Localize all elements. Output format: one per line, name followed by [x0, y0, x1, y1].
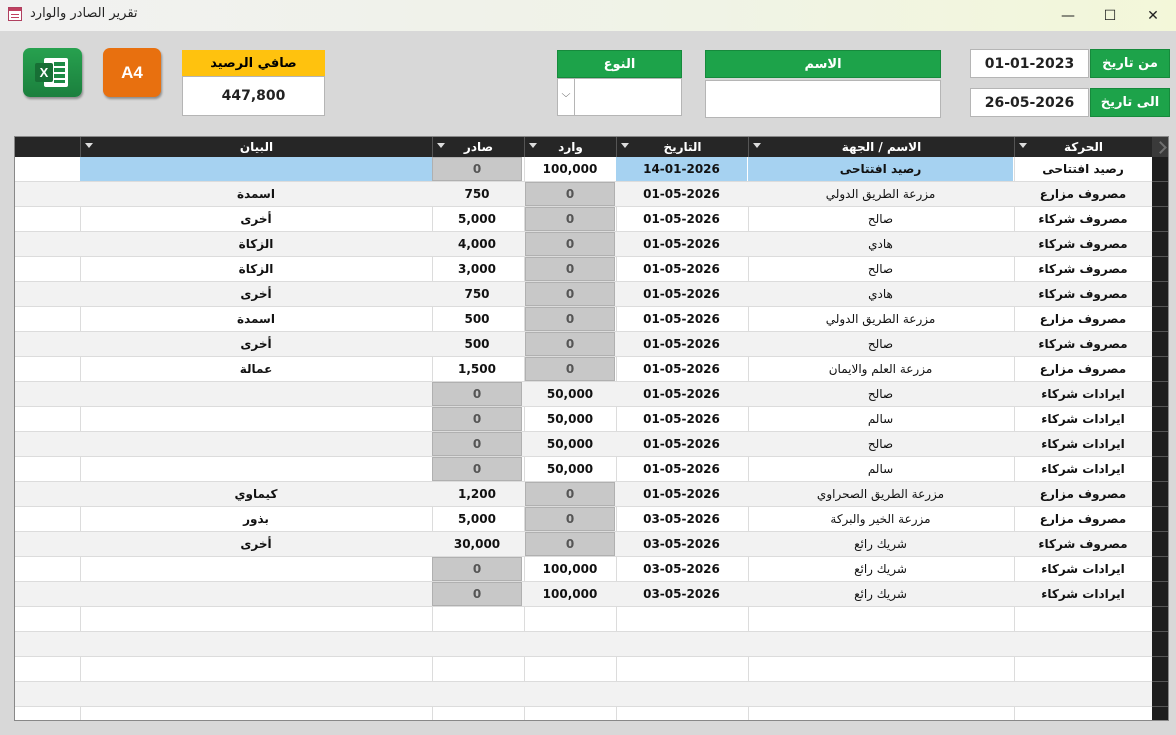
row-date-cell[interactable]: 03-05-2026	[643, 537, 720, 551]
row-out-cell[interactable]: 0	[432, 582, 522, 606]
selector-divider	[1152, 606, 1168, 607]
row-in-cell[interactable]: 0	[525, 182, 615, 206]
row-movement-cell[interactable]: ايرادات شركاء	[1041, 387, 1125, 401]
row-out-cell[interactable]: 1,200	[458, 487, 496, 501]
row-in-cell[interactable]: 0	[525, 257, 615, 281]
row-date-cell[interactable]: 01-05-2026	[643, 462, 720, 476]
selector-divider	[1152, 306, 1168, 307]
row-desc-cell[interactable]: الزكاة	[238, 262, 274, 276]
row-out-cell[interactable]: 0	[432, 432, 522, 456]
row-out-cell[interactable]: 3,000	[458, 262, 496, 276]
row-movement-cell[interactable]: ايرادات شركاء	[1041, 462, 1125, 476]
row-name-cell[interactable]: شريك رائع	[854, 587, 907, 601]
row-date-cell[interactable]: 01-05-2026	[643, 287, 720, 301]
selector-divider	[1152, 181, 1168, 182]
row-name-cell[interactable]: صالح	[867, 387, 894, 401]
row-name-cell[interactable]: مزرعة الطريق الصحراوي	[816, 487, 945, 501]
row-movement-cell[interactable]: مصروف شركاء	[1038, 337, 1128, 351]
table-row[interactable]	[15, 682, 1152, 707]
selector-divider	[1152, 256, 1168, 257]
row-out-cell[interactable]: 0	[432, 382, 522, 406]
row-desc-cell[interactable]	[80, 557, 432, 581]
row-name-cell[interactable]: صالح	[867, 437, 894, 451]
grid-header	[15, 137, 1168, 157]
selector-divider	[1152, 356, 1168, 357]
table-row[interactable]	[15, 182, 1152, 207]
row-date-cell[interactable]: 01-05-2026	[643, 337, 720, 351]
sort-arrow-icon[interactable]	[1019, 143, 1027, 148]
selector-divider	[1152, 456, 1168, 457]
selector-divider	[1152, 331, 1168, 332]
row-out-cell[interactable]: 0	[432, 557, 522, 581]
sort-arrow-icon[interactable]	[753, 143, 761, 148]
row-movement-cell[interactable]: مصروف مزارع	[1039, 362, 1127, 376]
row-name-cell[interactable]: مزرعة الطريق الدولي	[825, 187, 936, 201]
row-in-cell[interactable]: 50,000	[546, 387, 594, 401]
row-in-cell[interactable]: 0	[525, 232, 615, 256]
row-movement-cell[interactable]: رصيد افتتاحى	[1042, 162, 1124, 176]
table-row[interactable]	[15, 357, 1152, 382]
table-row[interactable]	[15, 282, 1152, 307]
type-label: النوع	[557, 50, 682, 78]
row-name-cell[interactable]: مزرعة الطريق الدولي	[825, 312, 936, 326]
selector-divider	[1152, 431, 1168, 432]
record-selector-column[interactable]	[1152, 157, 1168, 720]
row-movement-cell[interactable]: مصروف مزارع	[1039, 187, 1127, 201]
chevron-down-icon[interactable]: ﹀	[558, 79, 575, 115]
row-desc-cell[interactable]: أخرى	[240, 287, 272, 301]
row-out-cell[interactable]: 0	[432, 157, 522, 181]
selector-divider	[1152, 556, 1168, 557]
row-date-cell[interactable]: 03-05-2026	[643, 512, 720, 526]
row-in-cell[interactable]: 0	[525, 482, 615, 506]
sort-arrow-icon[interactable]	[529, 143, 537, 148]
window-title: تقرير الصادر والوارد	[30, 6, 138, 21]
title-bar	[0, 0, 1176, 31]
row-date-cell[interactable]: 01-05-2026	[643, 362, 720, 376]
row-desc-cell[interactable]	[80, 432, 432, 456]
row-desc-cell[interactable]: أخرى	[240, 337, 272, 351]
row-desc-cell[interactable]: أخرى	[240, 537, 272, 551]
row-date-cell[interactable]: 01-05-2026	[643, 237, 720, 251]
row-out-cell[interactable]: 0	[432, 407, 522, 431]
selector-divider	[1152, 506, 1168, 507]
table-row[interactable]	[15, 507, 1152, 532]
sort-arrow-icon[interactable]	[85, 143, 93, 148]
row-out-cell[interactable]: 0	[432, 457, 522, 481]
header-empty	[15, 137, 80, 157]
row-date-cell[interactable]: 03-05-2026	[643, 587, 720, 601]
row-name-cell[interactable]: هادي	[868, 287, 893, 301]
selector-divider	[1152, 706, 1168, 707]
row-movement-cell[interactable]: مصروف مزارع	[1039, 312, 1127, 326]
transactions-grid[interactable]	[14, 136, 1169, 721]
row-date-cell[interactable]: 03-05-2026	[643, 562, 720, 576]
table-row[interactable]	[15, 332, 1152, 357]
header-name[interactable]: الاسم / الجهة	[748, 137, 1014, 157]
to-date-label: الى تاريخ	[1090, 88, 1170, 117]
row-movement-cell[interactable]: مصروف شركاء	[1038, 287, 1128, 301]
row-in-cell[interactable]: 100,000	[542, 162, 598, 176]
table-row[interactable]	[15, 257, 1152, 282]
sort-arrow-icon[interactable]	[437, 143, 445, 148]
form-icon	[8, 7, 22, 21]
row-date-cell[interactable]: 01-05-2026	[643, 212, 720, 226]
table-row[interactable]	[15, 457, 1152, 482]
row-date-cell[interactable]: 01-05-2026	[643, 387, 720, 401]
row-name-cell[interactable]: رصيد افتتاحى	[748, 157, 1013, 181]
row-out-cell[interactable]: 5,000	[458, 512, 496, 526]
from-date-label: من تاريخ	[1090, 49, 1170, 78]
print-a4-button[interactable]: A4	[103, 48, 161, 97]
from-date-field[interactable]: 01-01-2023	[970, 49, 1089, 78]
table-row[interactable]	[15, 307, 1152, 332]
table-row[interactable]	[15, 432, 1152, 457]
row-movement-cell[interactable]: ايرادات شركاء	[1041, 587, 1125, 601]
table-row[interactable]	[15, 232, 1152, 257]
type-combo[interactable]	[557, 78, 682, 116]
table-row[interactable]	[15, 382, 1152, 407]
row-movement-cell[interactable]: مصروف شركاء	[1038, 237, 1128, 251]
table-row[interactable]	[15, 532, 1152, 557]
table-row[interactable]	[15, 582, 1152, 607]
row-name-cell[interactable]: مزرعة الخير والبركة	[830, 512, 931, 526]
row-out-cell[interactable]: 500	[464, 337, 490, 351]
row-desc-cell[interactable]	[80, 582, 432, 606]
row-date-cell[interactable]: 01-05-2026	[643, 437, 720, 451]
row-desc-cell[interactable]	[80, 382, 432, 406]
row-out-cell[interactable]: 1,500	[458, 362, 496, 376]
selector-divider	[1152, 206, 1168, 207]
table-row[interactable]	[15, 407, 1152, 432]
table-row[interactable]	[15, 207, 1152, 232]
minimize-button[interactable]: —	[1061, 7, 1075, 24]
selector-divider	[1152, 281, 1168, 282]
row-desc-cell[interactable]: بذور	[243, 512, 269, 526]
row-name-cell[interactable]: شريك رائع	[854, 562, 907, 576]
row-name-cell[interactable]: سالم	[867, 412, 894, 426]
row-date-cell[interactable]: 01-05-2026	[643, 312, 720, 326]
row-name-cell[interactable]: صالح	[867, 262, 894, 276]
name-label: الاسم	[705, 50, 941, 78]
selector-divider	[1152, 681, 1168, 682]
row-divider	[15, 706, 1152, 707]
row-in-cell[interactable]: 50,000	[546, 462, 594, 476]
row-movement-cell[interactable]: ايرادات شركاء	[1041, 437, 1125, 451]
row-desc-cell[interactable]: كيماوي	[234, 487, 278, 501]
row-desc-cell[interactable]	[80, 457, 432, 481]
row-in-cell[interactable]: 100,000	[542, 562, 598, 576]
row-in-cell[interactable]: 50,000	[546, 412, 594, 426]
table-row[interactable]	[15, 632, 1152, 657]
row-in-cell[interactable]: 0	[525, 332, 615, 356]
row-movement-cell[interactable]: مصروف مزارع	[1039, 487, 1127, 501]
close-button[interactable]: ✕	[1147, 7, 1159, 24]
table-row[interactable]	[15, 557, 1152, 582]
header-date[interactable]: التاريخ	[616, 137, 748, 157]
row-out-cell[interactable]: 30,000	[453, 537, 501, 551]
row-desc-cell[interactable]: اسمدة	[237, 187, 275, 201]
row-name-cell[interactable]: صالح	[867, 212, 894, 226]
row-desc-cell[interactable]	[80, 407, 432, 431]
excel-icon: X	[35, 63, 53, 82]
row-name-cell[interactable]: هادي	[868, 237, 893, 251]
row-out-cell[interactable]: 750	[464, 187, 490, 201]
row-name-cell[interactable]: مزرعة العلم والايمان	[828, 362, 933, 376]
selector-divider	[1152, 631, 1168, 632]
row-in-cell[interactable]: 0	[525, 532, 615, 556]
row-in-cell[interactable]: 0	[525, 207, 615, 231]
selector-divider	[1152, 531, 1168, 532]
row-movement-cell[interactable]: ايرادات شركاء	[1041, 412, 1125, 426]
row-in-cell[interactable]: 100,000	[542, 587, 598, 601]
row-out-cell[interactable]: 5,000	[458, 212, 496, 226]
row-desc-cell[interactable]	[80, 157, 432, 181]
row-date-cell[interactable]: 01-05-2026	[643, 187, 720, 201]
table-row[interactable]	[15, 607, 1152, 632]
table-row[interactable]	[15, 482, 1152, 507]
row-out-cell[interactable]: 750	[464, 287, 490, 301]
row-name-cell[interactable]: سالم	[867, 462, 894, 476]
row-date-cell[interactable]: 01-05-2026	[643, 487, 720, 501]
selector-divider	[1152, 481, 1168, 482]
row-date-cell[interactable]: 01-05-2026	[643, 262, 720, 276]
selector-divider	[1152, 231, 1168, 232]
row-in-cell[interactable]: 0	[525, 307, 615, 331]
name-field[interactable]	[705, 80, 941, 118]
row-in-cell[interactable]: 0	[525, 357, 615, 381]
row-desc-cell[interactable]: عمالة	[239, 362, 273, 376]
sort-arrow-icon[interactable]	[621, 143, 629, 148]
row-desc-cell[interactable]: اسمدة	[237, 312, 275, 326]
table-row[interactable]	[15, 157, 1152, 182]
selector-divider	[1152, 381, 1168, 382]
net-balance-label: صافي الرصيد	[182, 50, 325, 76]
net-balance-value: 447,800	[182, 76, 325, 116]
to-date-field[interactable]: 26-05-2026	[970, 88, 1089, 117]
row-movement-cell[interactable]: ايرادات شركاء	[1041, 562, 1125, 576]
row-in-cell[interactable]: 0	[525, 507, 615, 531]
row-date-cell[interactable]: 01-05-2026	[643, 412, 720, 426]
row-out-cell[interactable]: 4,000	[458, 237, 496, 251]
header-movement[interactable]: الحركة	[1014, 137, 1152, 157]
row-desc-cell[interactable]: أخرى	[240, 212, 272, 226]
row-in-cell[interactable]: 0	[525, 282, 615, 306]
row-movement-cell[interactable]: مصروف شركاء	[1038, 262, 1128, 276]
row-out-cell[interactable]: 500	[464, 312, 490, 326]
selector-divider	[1152, 656, 1168, 657]
row-movement-cell[interactable]: مصروف شركاء	[1038, 537, 1128, 551]
row-movement-cell[interactable]: مصروف شركاء	[1038, 212, 1128, 226]
header-desc[interactable]: البيان	[80, 137, 432, 157]
row-movement-cell[interactable]: مصروف مزارع	[1039, 512, 1127, 526]
maximize-button[interactable]: ☐	[1103, 7, 1117, 24]
header-out[interactable]: صادر	[432, 137, 524, 157]
row-name-cell[interactable]: شريك رائع	[854, 537, 907, 551]
table-row[interactable]	[15, 657, 1152, 682]
header-in[interactable]: وارد	[524, 137, 616, 157]
select-all-icon[interactable]	[1152, 137, 1168, 157]
row-desc-cell[interactable]: الزكاة	[238, 237, 274, 251]
row-in-cell[interactable]: 50,000	[546, 437, 594, 451]
row-name-cell[interactable]: صالح	[867, 337, 894, 351]
selector-divider	[1152, 406, 1168, 407]
selector-divider	[1152, 581, 1168, 582]
export-excel-button[interactable]	[23, 48, 82, 97]
row-date-cell[interactable]: 14-01-2026	[616, 157, 747, 181]
